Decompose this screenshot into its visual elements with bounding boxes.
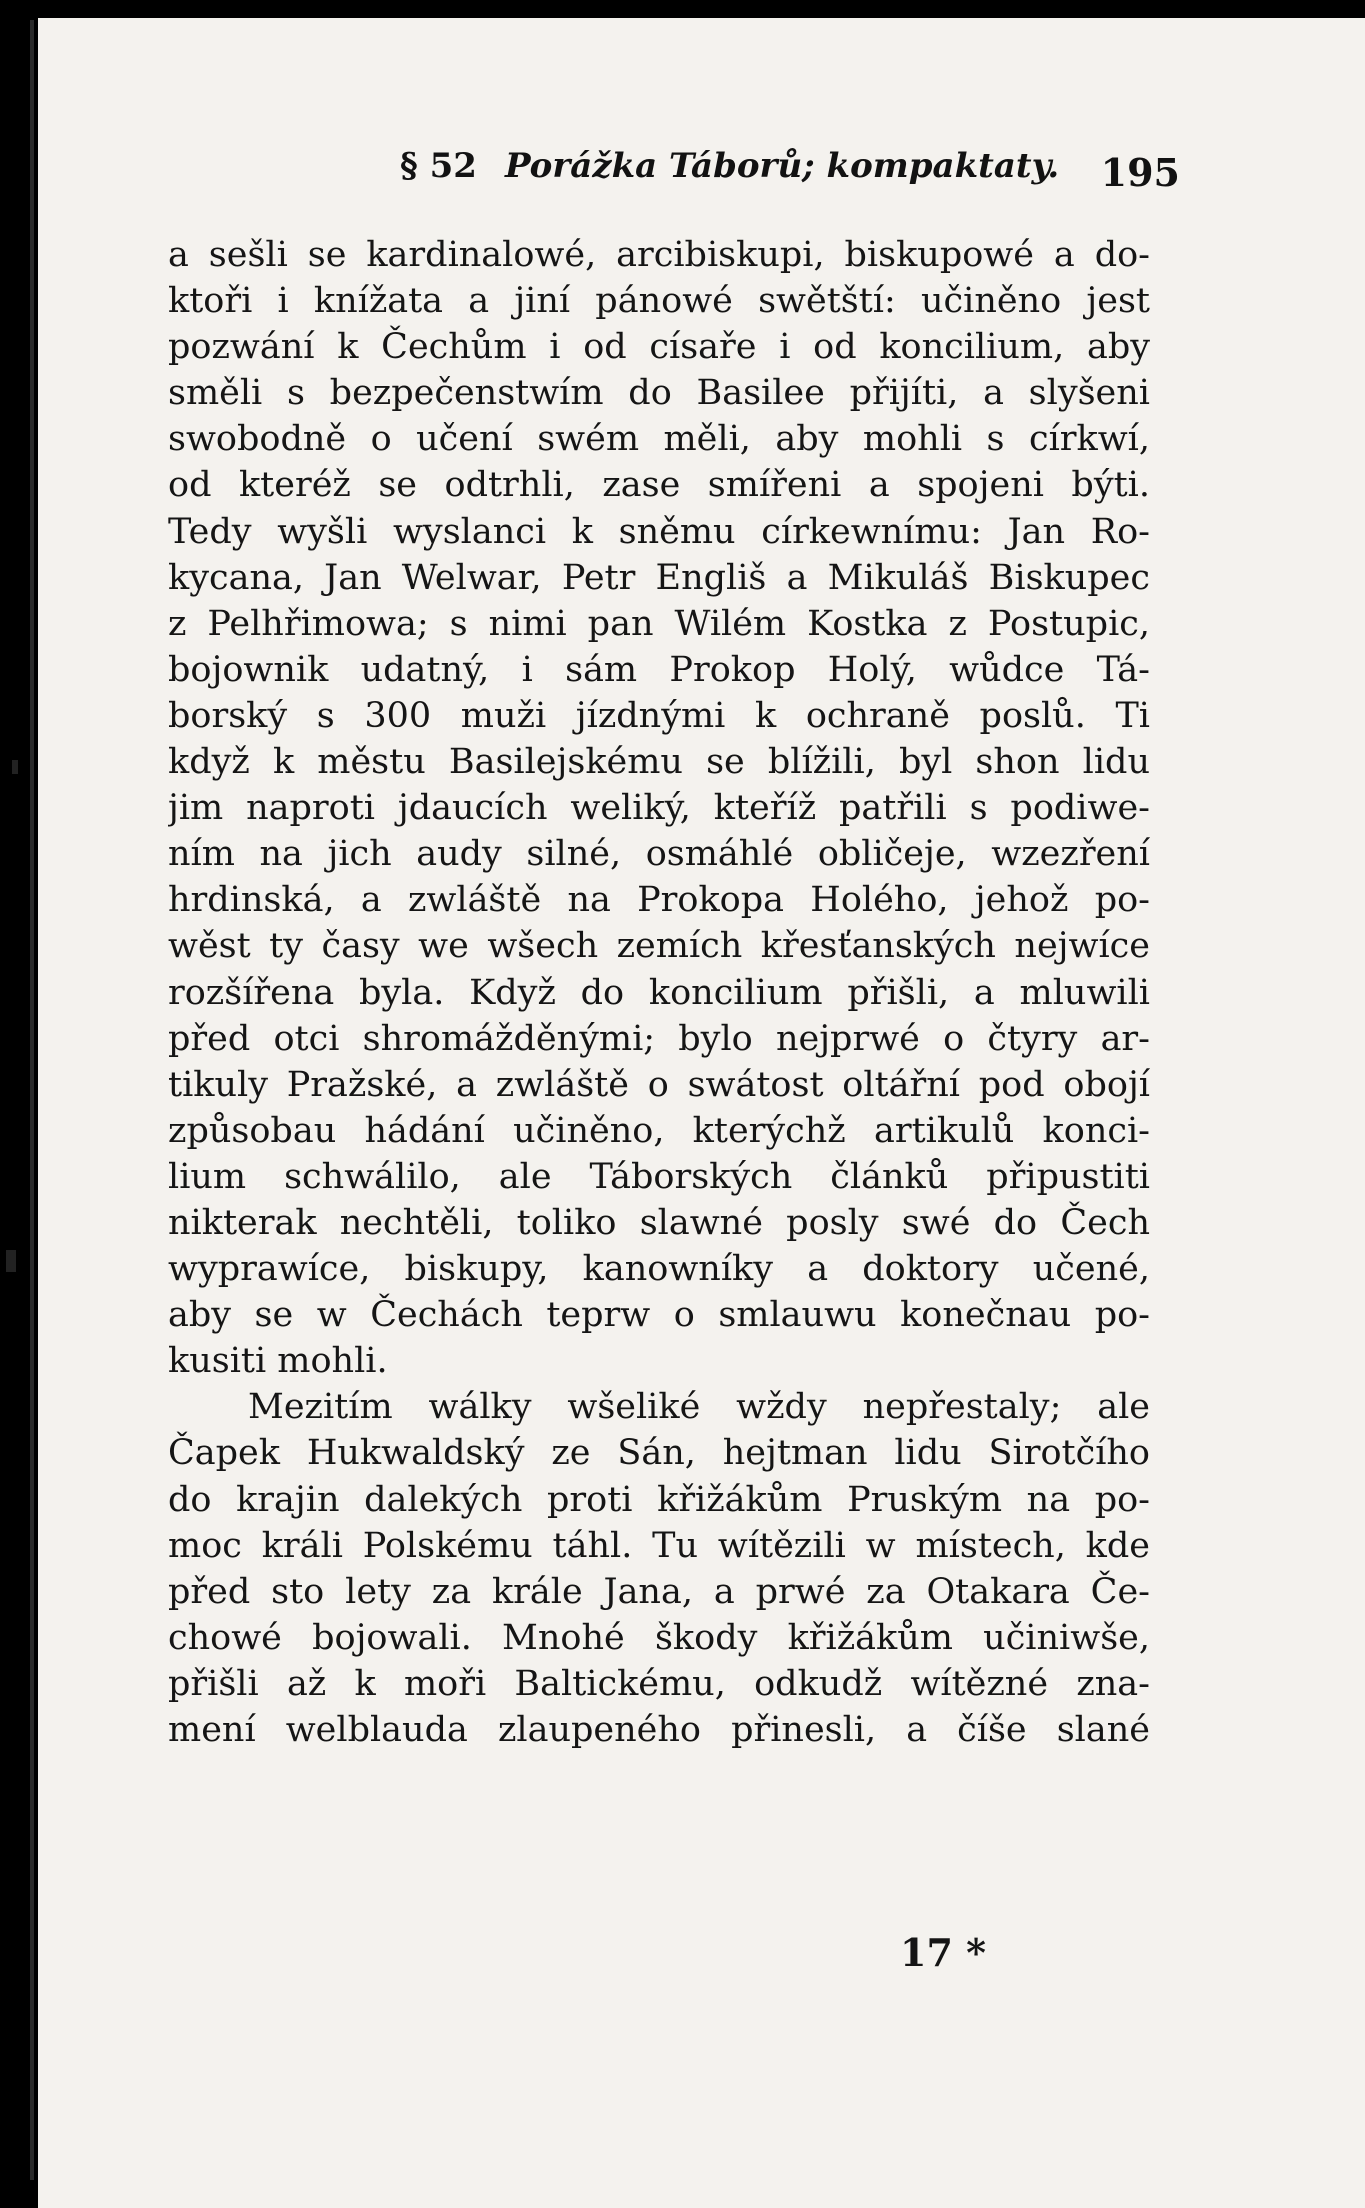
text-line: kycana, Jan Welwar, Petr Engliš a Mikuláš Biskupec <box>168 557 1150 598</box>
text-line: borský s 300 muži jízdnými k ochraně poslů. Ti <box>168 695 1150 736</box>
body-text <box>168 232 1150 1753</box>
text-line: wěst ty časy we wšech zemích křesťanských nejwíce <box>168 926 1150 967</box>
text-line: od kteréž se odtrhli, zase smířeni a spojeni býti. <box>168 465 1150 506</box>
running-title: Porážka Táborů; kompaktaty. <box>505 146 1060 186</box>
text-line: přišli až k moři Baltickému, odkudž wítězné zna- <box>168 1663 1150 1704</box>
text-line: Mezitím wálky wšeliké wždy nepřestaly; ale <box>248 1387 1150 1428</box>
text-line: aby se w Čechách teprw o smlauwu konečnau po- <box>168 1295 1150 1336</box>
text-line: wyprawíce, biskupy, kanowníky a doktory učené, <box>168 1249 1150 1290</box>
text-line: když k městu Basilejskému se blížili, byl shon lidu <box>168 742 1150 783</box>
text-line: směli s bezpečenstwím do Basilee přijíti, a slyšeni <box>168 373 1150 414</box>
text-line: lium schwálilo, ale Táborských článků připustiti <box>168 1156 1150 1197</box>
text-line: ktoři i knížata a jiní pánowé swětští: učiněno jest <box>168 281 1150 322</box>
page-number: 195 <box>1100 150 1180 195</box>
text-line: pozwání k Čechům i od císaře i od koncilium, aby <box>168 327 1150 368</box>
text-line: nikterak nechtěli, toliko slawné posly swé do Čech <box>168 1202 1150 1243</box>
text-line: Tedy wyšli wyslanci k sněmu církewnímu: Jan Ro- <box>168 511 1150 552</box>
text-line: moc králi Polskému táhl. Tu wítězili w místech, kde <box>168 1525 1150 1566</box>
section-number: § 52 <box>400 146 477 186</box>
scan-edge-line <box>30 20 34 2180</box>
scan-speck <box>6 1250 16 1272</box>
running-header <box>360 118 1180 195</box>
text-line: způsobau hádání učiněno, kterýchž artikulů konci- <box>168 1110 1150 1151</box>
signature-mark: 17 * <box>900 1930 986 1975</box>
text-line: mení welblauda zlaupeného přinesli, a číše slané <box>168 1710 1150 1750</box>
text-line: bojownik udatný, i sám Prokop Holý, wůdce Tá- <box>168 649 1150 690</box>
text-line: z Pelhřimowa; s nimi pan Wilém Kostka z Postupic, <box>168 603 1150 644</box>
text-line: kusiti mohli. <box>168 1341 388 1382</box>
scan-speck <box>12 760 18 774</box>
text-line: před otci shromážděnými; bylo nejprwé o čtyry ar- <box>168 1018 1150 1059</box>
text-line: hrdinská, a zwláště na Prokopa Holého, jehož po- <box>168 880 1150 921</box>
text-line: ním na jich audy silné, osmáhlé obličeje, wzezření <box>168 834 1150 875</box>
text-line: jim naproti jdaucích weliký, kteříž patřili s podiwe- <box>168 788 1150 829</box>
text-line: Čapek Hukwaldský ze Sán, hejtman lidu Sirotčího <box>168 1433 1150 1474</box>
text-line: do krajin dalekých proti křižákům Pruským na po- <box>168 1479 1150 1520</box>
text-line: před sto lety za krále Jana, a prwé za Otakara Če- <box>168 1571 1150 1612</box>
text-line: tikuly Pražské, a zwláště o swátost oltářní pod obojí <box>168 1064 1150 1105</box>
text-line: a sešli se kardinalowé, arcibiskupi, biskupowé a do- <box>168 235 1150 275</box>
text-line: swobodně o učení swém měli, aby mohli s církwí, <box>168 419 1150 460</box>
text-line: rozšířena byla. Když do koncilium přišli, a mluwili <box>168 972 1150 1013</box>
text-line: chowé bojowali. Mnohé škody křižákům učiniwše, <box>168 1617 1150 1658</box>
